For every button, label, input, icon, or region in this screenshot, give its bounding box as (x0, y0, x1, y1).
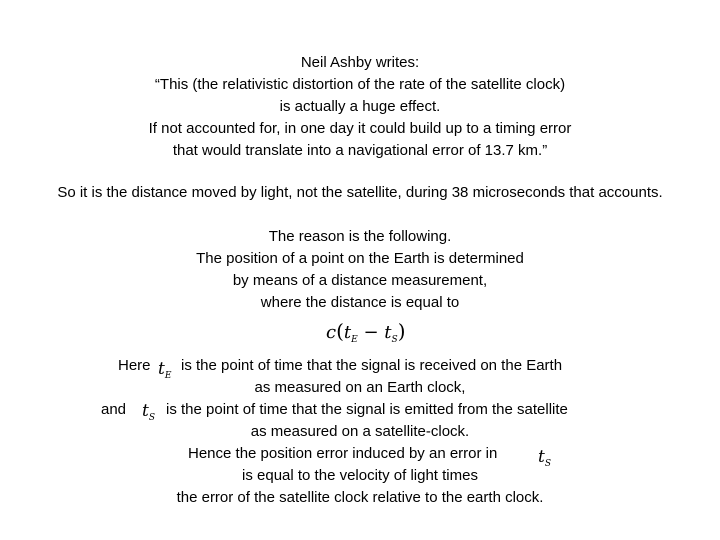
quote-attribution: Neil Ashby writes: (300, 54, 420, 71)
reason-line-4: where the distance is equal to (260, 294, 460, 311)
reason-line-3: by means of a distance measurement, (232, 272, 488, 289)
conclusion-text: So it is the distance moved by light, not the satellite, during 38 microseconds that accounts. (57, 184, 663, 201)
explanation-line-6: is equal to the velocity of light times (242, 467, 478, 484)
formula-c: c (326, 322, 337, 343)
here-label: Here (118, 357, 151, 374)
formula-minus: − (363, 322, 379, 343)
explanation-line-7: the error of the satellite clock relative to the earth clock. (176, 489, 544, 506)
and-text: is the point of time that the signal is emitted from the satellite (166, 401, 568, 418)
reason-line-1: The reason is the following. (268, 228, 452, 245)
distance-formula (326, 318, 406, 353)
symbol-t-satellite-2: $t_S$ (538, 447, 552, 469)
explanation-line-5: Hence the position error induced by an error in (188, 445, 498, 462)
explanation-line-4: as measured on a satellite-clock. (250, 423, 470, 440)
formula-open-paren: ( (336, 319, 344, 343)
symbol-t-satellite: $t_S$ (142, 401, 156, 423)
and-label: and (101, 401, 127, 418)
formula-sub-earth: E (351, 335, 358, 345)
formula-t-satellite: t (384, 322, 392, 343)
here-text: is the point of time that the signal is received on the Earth (181, 357, 563, 374)
formula-close-paren: ) (397, 319, 406, 343)
symbol-t-earth: $t_E$ (158, 359, 172, 381)
quote-line-2: is actually a huge effect. (279, 98, 441, 115)
formula-t-earth: t (343, 322, 352, 343)
quote-line-1: “This (the relativistic distortion of the rate of the satellite clock) (154, 76, 566, 93)
formula-sub-satellite: S (391, 335, 398, 345)
explanation-line-2: as measured on an Earth clock, (254, 379, 466, 396)
reason-line-2: The position of a point on the Earth is determined (196, 250, 524, 267)
quote-line-3: If not accounted for, in one day it could build up to a timing error (148, 120, 572, 137)
quote-line-4: that would translate into a navigational error of 13.7 km.” (172, 142, 548, 159)
